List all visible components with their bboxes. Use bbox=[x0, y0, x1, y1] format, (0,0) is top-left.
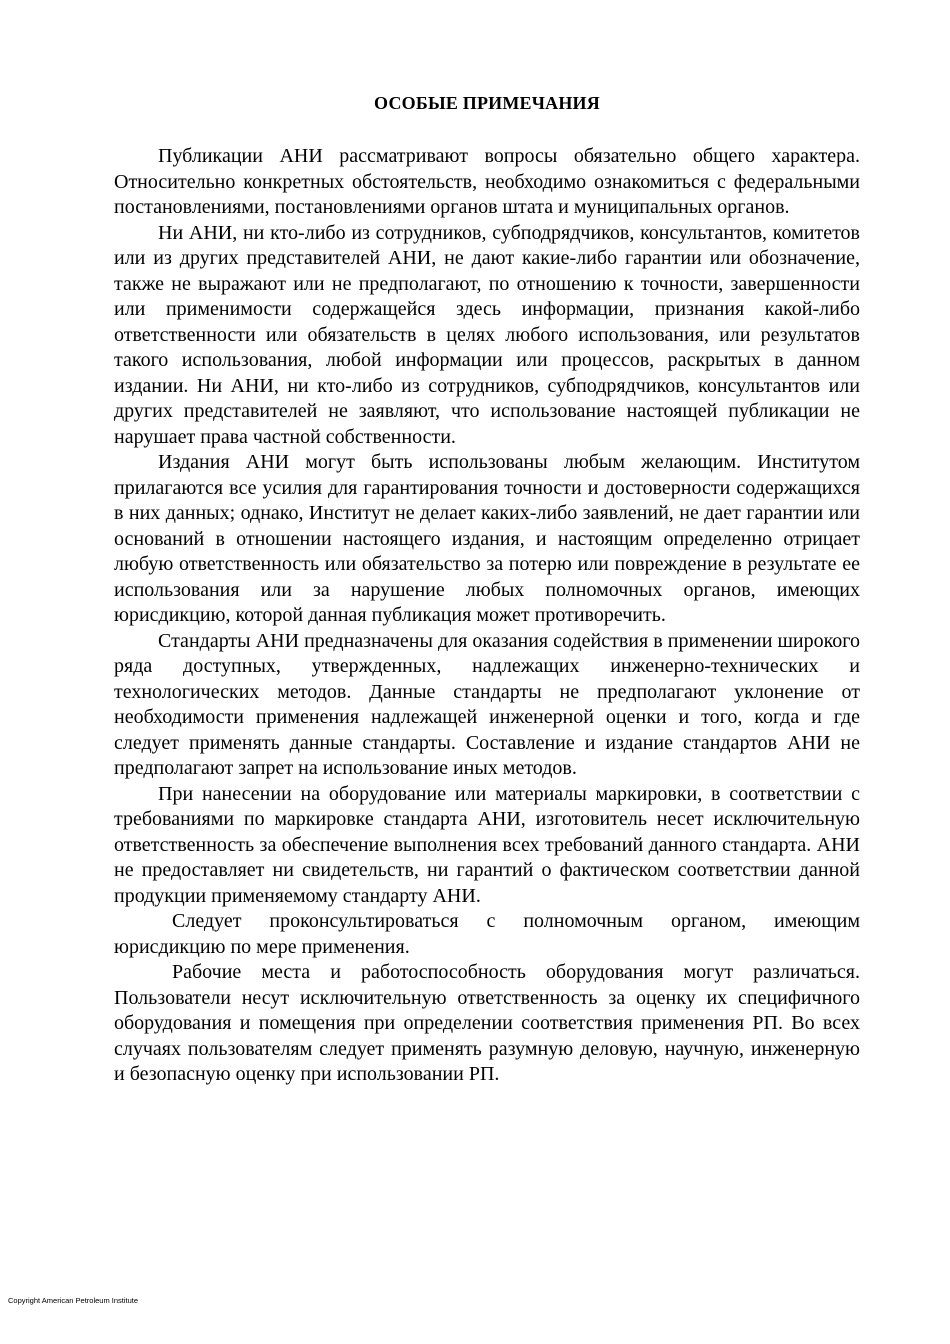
paragraph-user-responsibility: Рабочие места и работоспособность оборудования могут различаться. Пользователи несут исключительную ответственность за оценку их специфичного оборудования и помещения при определении соответствия применения РП. Во всех случаях пользователям следует применять разумную деловую, научную, инженерную и безопасную оценку при использовании РП. bbox=[114, 961, 860, 1085]
paragraph-consult-authority: Следует проконсультироваться с полномочным органом, имеющим юрисдикцию по мере применения. bbox=[114, 910, 860, 958]
paragraph-general-nature: Публикации АНИ рассматривают вопросы обязательно общего характера. Относительно конкретных обстоятельств, необходимо ознакомиться с федеральными постановлениями, постановлениями органов штата и муниципальных органов. bbox=[114, 145, 860, 218]
paragraph-marking-responsibility: При нанесении на оборудование или материалы маркировки, в соответствии с требованиями по маркировке стандарта АНИ, изготовитель несет исключительную ответственность за обеспечение выполнения всех требований данного стандарта. АНИ не предоставляет ни свидетельств, ни гарантий о фактическом соответствии данной продукции применяемому стандарту АНИ. bbox=[114, 782, 860, 907]
copyright-footer: Copyright American Petroleum Institute bbox=[8, 1296, 139, 1305]
document-page bbox=[114, 90, 860, 1088]
page-title: ОСОБЫЕ ПРИМЕЧАНИЯ bbox=[374, 93, 600, 113]
paragraph-no-warranty: Ни АНИ, ни кто-либо из сотрудников, субподрядчиков, консультантов, комитетов или из других представителей АНИ, не дают какие-либо гарантии или обозначение, также не выражают или не предполагают, по отношению к точности, завершенности или применимости содержащейся здесь информации, признания какой-либо ответственности или обязательств в целях любого использования, или результатов такого использования, любой информации или процессов, раскрытых в данном издании. Ни АНИ, ни кто-либо из сотрудников, субподрядчиков, консультантов или других представителей не заявляют, что использование настоящей публикации не нарушает права частной собственности. bbox=[114, 221, 860, 448]
paragraph-publication-use: Издания АНИ могут быть использованы любым желающим. Институтом прилагаются все усилия для гарантирования точности и достоверности содержащихся в них данных; однако, Институт не делает каких-либо заявлений, не дает гарантии или оснований в отношении настоящего издания, и настоящим определенно отрицает любую ответственность или обязательство за потерю или повреждение в результате ее использования или за нарушение любых полномочных органов, имеющих юрисдикцию, которой данная публикация может противоречить. bbox=[114, 451, 860, 626]
paragraph-standards-purpose: Стандарты АНИ предназначены для оказания содействия в применении широкого ряда доступных, утвержденных, надлежащих инженерно-технических и технологических методов. Данные стандарты не предполагают уклонение от необходимости применения надлежащей инженерной оценки и того, когда и где следует применять данные стандарты. Составление и издание стандартов АНИ не предполагают запрет на использование иных методов. bbox=[114, 629, 860, 779]
